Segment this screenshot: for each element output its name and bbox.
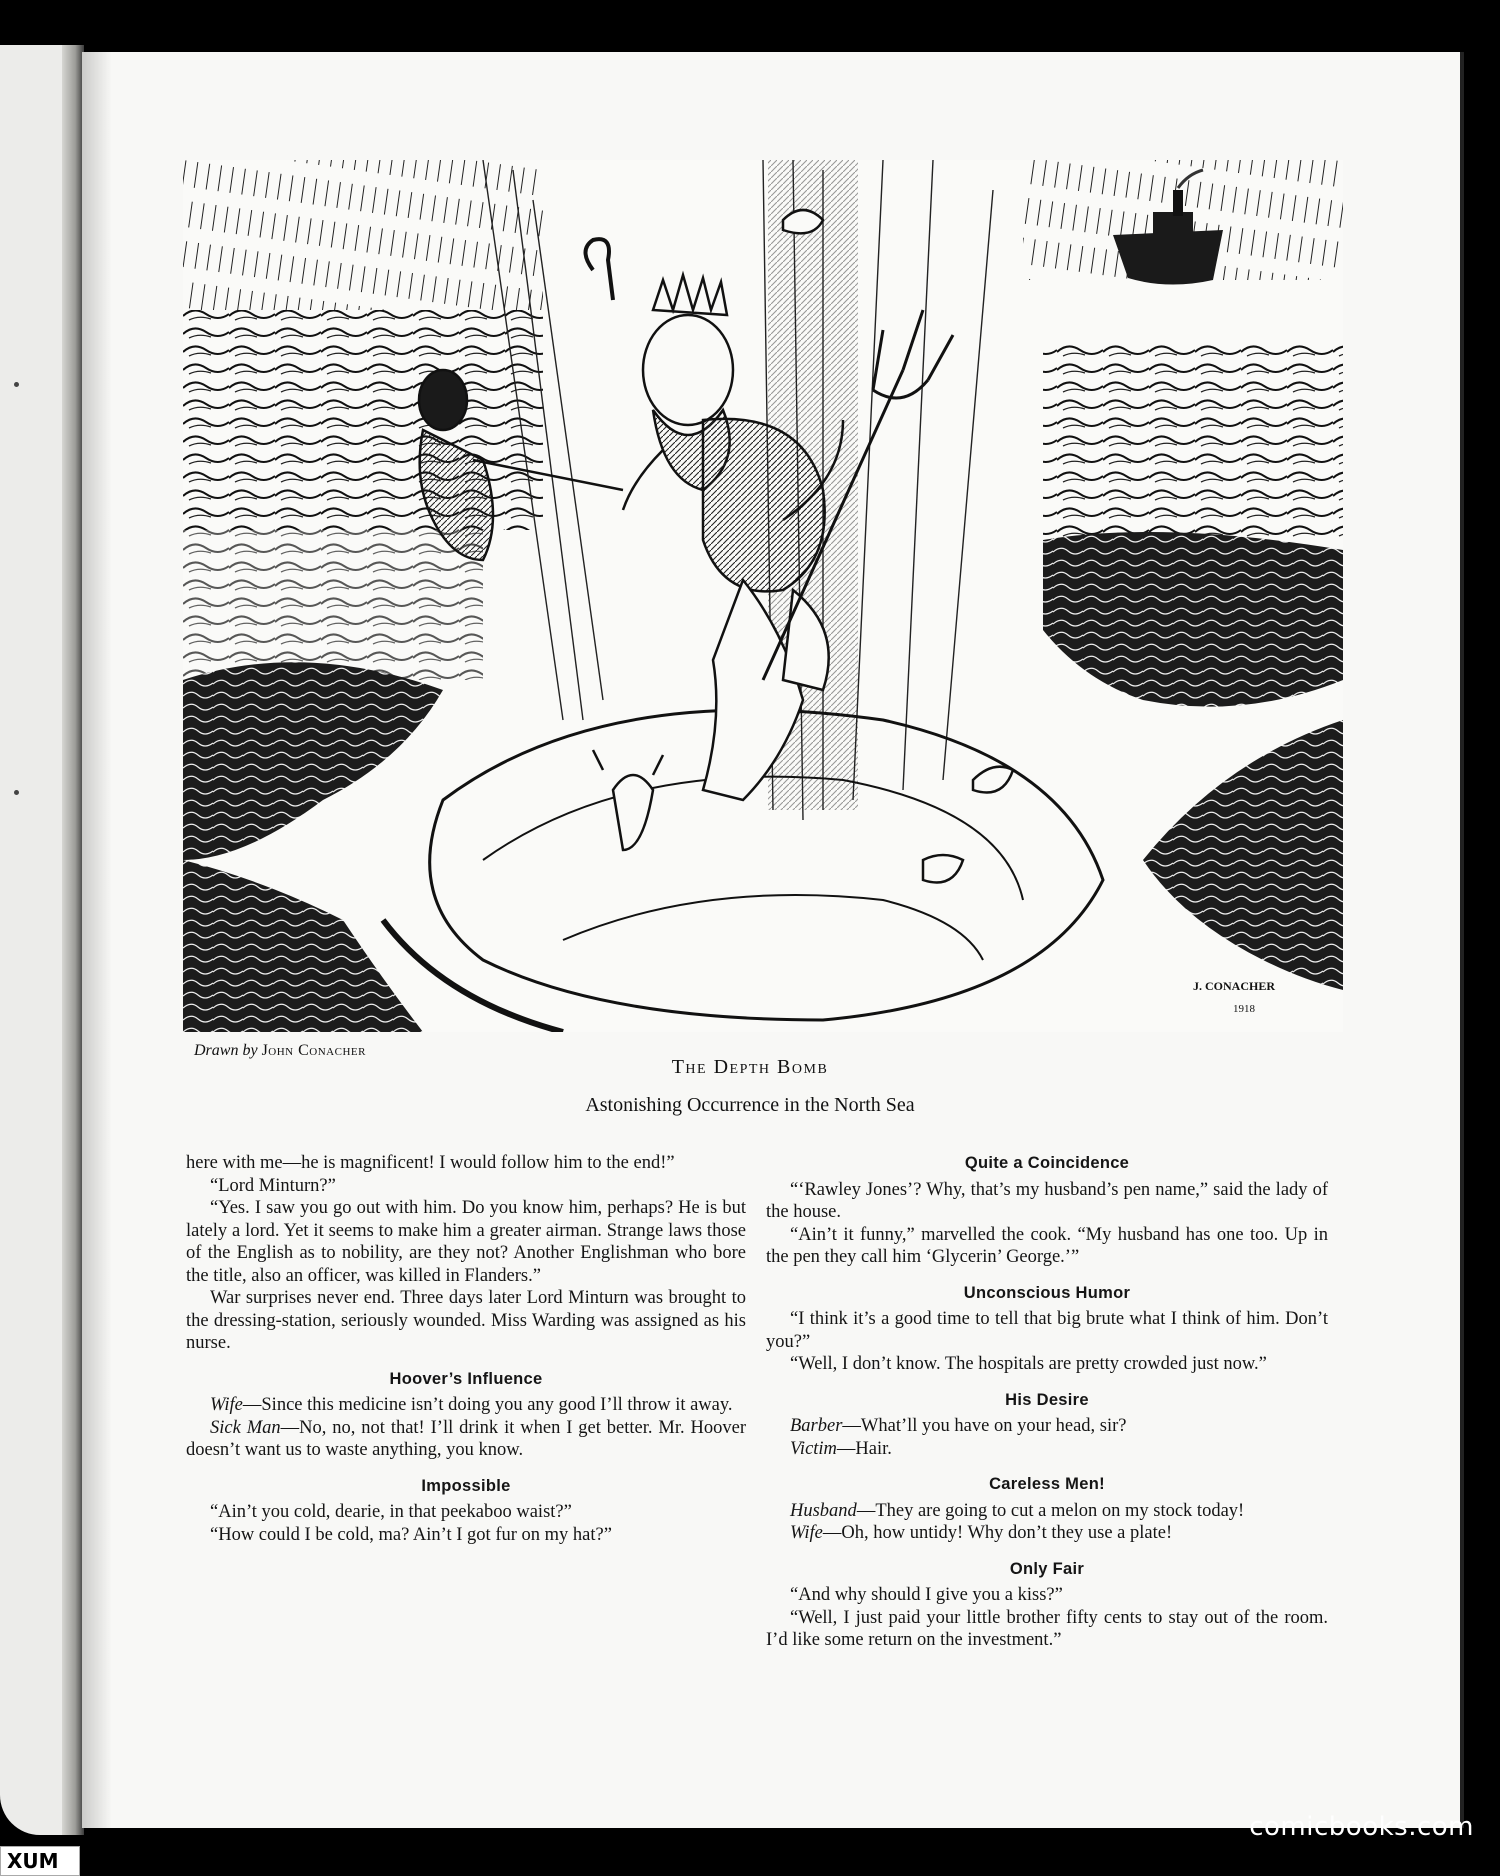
joke-line: “Ain’t you cold, dearie, in that peekaboo waist?” bbox=[210, 1502, 572, 1522]
joke-line: “Well, I just paid your little brother fifty cents to stay out of the room. I’d like some return on the investment.” bbox=[766, 1607, 1328, 1650]
sea-waves-right bbox=[1043, 340, 1343, 540]
joke-line bbox=[766, 1438, 1328, 1461]
story-paragraph: “Lord Minturn?” bbox=[210, 1175, 336, 1196]
story-paragraph: here with me—he is magnificent! I would follow him to the end!” bbox=[186, 1153, 675, 1173]
story-paragraph: War surprises never end. Three days later Lord Minturn was brought to the dressing-station, seriously wounded. Miss Warding was assigned as his nurse. bbox=[186, 1288, 746, 1353]
dialogue-text: —No, no, not that! I’ll drink it when I get better. Mr. Hoover doesn’t want us to waste anything, you know. bbox=[186, 1417, 746, 1460]
joke-heading: Only Fair bbox=[1009, 1559, 1085, 1578]
right-column bbox=[766, 1152, 1328, 1652]
dialogue-text: —They are going to cut a melon on my stock today! bbox=[856, 1500, 1245, 1521]
watermark-text: comicbooks.com bbox=[1249, 1812, 1474, 1842]
speaker-label: Sick Man bbox=[210, 1417, 281, 1438]
credit-artist: John Conacher bbox=[261, 1042, 366, 1059]
speaker-label: Husband bbox=[790, 1500, 857, 1521]
cartoon-title: The Depth Bomb bbox=[671, 1056, 829, 1078]
joke-line bbox=[766, 1415, 1328, 1438]
corner-label: XUM bbox=[0, 1846, 80, 1876]
dialogue-text: —What’ll you have on your head, sir? bbox=[842, 1416, 1127, 1436]
speaker-label: Wife bbox=[790, 1523, 823, 1543]
dialogue-text: —Since this medicine isn’t doing you any good I’ll throw it away. bbox=[242, 1395, 733, 1415]
joke-heading: Quite a Coincidence bbox=[964, 1154, 1130, 1172]
page-speck bbox=[14, 382, 19, 387]
page-speck bbox=[14, 790, 19, 795]
joke-heading: His Desire bbox=[1005, 1390, 1089, 1409]
joke-line: “I think it’s a good time to tell that big brute what I think of him. Don’t you?” bbox=[766, 1309, 1328, 1352]
story-paragraph: “Yes. I saw you go out with him. Do you know him, perhaps? He is but lately a lord. Yet it seems to make him a greater airman. Strange laws those of the English as to nobility, are they not? Another Englishman who bore the title, also an officer, was killed in Flanders.” bbox=[186, 1198, 746, 1286]
credit-prefix: Drawn by bbox=[194, 1042, 258, 1059]
joke-line bbox=[186, 1394, 746, 1417]
left-column bbox=[186, 1152, 746, 1546]
joke-line bbox=[186, 1417, 746, 1462]
speaker-label: Barber bbox=[790, 1416, 843, 1436]
joke-line: “‘Rawley Jones’? Why, that’s my husband’s pen name,” said the lady of the house. bbox=[766, 1179, 1328, 1222]
joke-line: “And why should I give you a kiss?” bbox=[790, 1585, 1063, 1605]
joke-heading: Careless Men! bbox=[989, 1475, 1105, 1493]
depth-bomb-cartoon bbox=[183, 160, 1343, 1032]
dialogue-text: —Oh, how untidy! Why don’t they use a plate! bbox=[822, 1523, 1173, 1543]
cartoon-illustration bbox=[183, 160, 1343, 1032]
artist-signature: J. CONACHER bbox=[1193, 979, 1276, 993]
joke-line bbox=[766, 1522, 1328, 1545]
joke-line: “How could I be cold, ma? Ain’t I got fur on my hat?” bbox=[210, 1524, 612, 1545]
cartoon-subtitle: Astonishing Occurrence in the North Sea bbox=[585, 1094, 915, 1116]
joke-line: “Well, I don’t know. The hospitals are pretty crowded just now.” bbox=[790, 1354, 1267, 1374]
rain-sky-left bbox=[183, 160, 543, 310]
joke-heading: Unconscious Humor bbox=[963, 1283, 1131, 1302]
page-right-edge bbox=[1460, 52, 1464, 1828]
joke-heading: Hoover’s Influence bbox=[389, 1369, 543, 1388]
dialogue-text: —Hair. bbox=[836, 1438, 892, 1459]
book-gutter bbox=[62, 45, 84, 1835]
joke-heading: Impossible bbox=[421, 1476, 511, 1495]
speaker-label: Victim bbox=[790, 1438, 837, 1459]
joke-line: “Ain’t it funny,” marvelled the cook. “My husband has one too. Up in the pen they call him ‘Glycerin’ George.’” bbox=[766, 1224, 1328, 1267]
joke-line bbox=[766, 1500, 1328, 1523]
speaker-label: Wife bbox=[210, 1395, 243, 1415]
page-gutter-shadow bbox=[82, 52, 112, 1828]
signature-year: 1918 bbox=[1233, 1003, 1255, 1015]
